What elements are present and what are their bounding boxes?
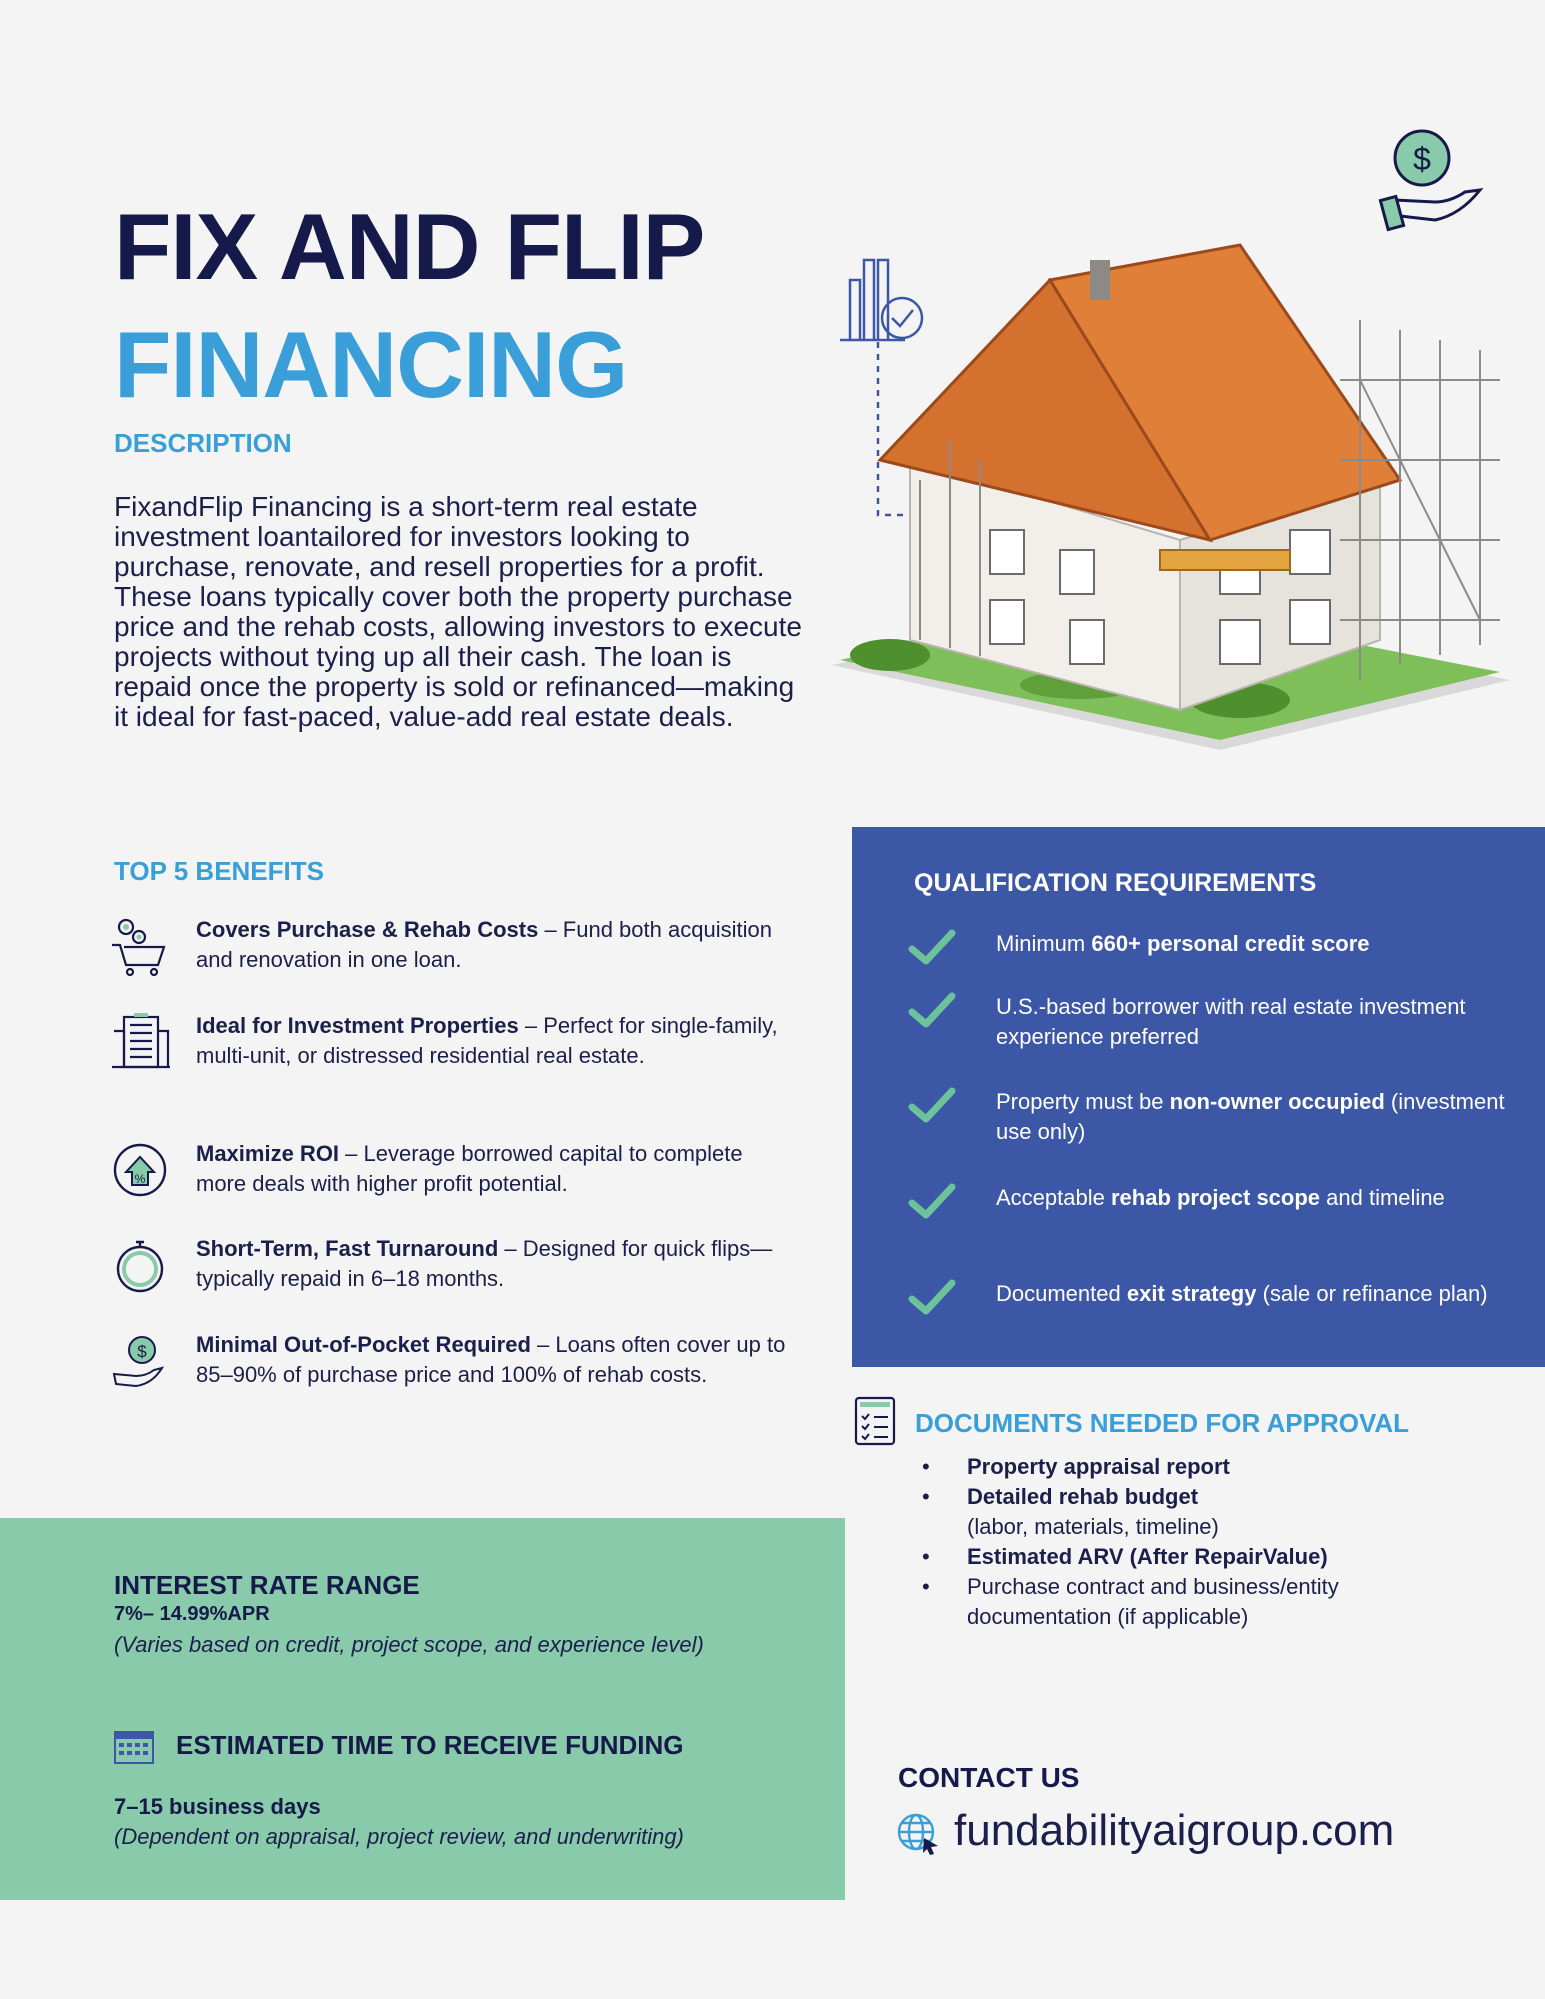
calendar-icon [114,1728,154,1764]
list-item: • Property appraisal report [922,1452,1482,1482]
qualification-item: Minimum 660+ personal credit score [908,929,1508,967]
description-label: DESCRIPTION [114,428,292,458]
funding-time-note: (Dependent on appraisal, project review, and underwriting) [114,1824,684,1849]
hand-dollar-icon [1380,131,1480,230]
interest-rate-note: (Varies based on credit, project scope, and experience level) [114,1632,704,1657]
qualification-panel [852,827,1545,1367]
funding-time-value: 7–15 business days [114,1794,321,1819]
check-icon [908,1085,956,1125]
page-title-line1: FIX AND FLIP [114,194,705,299]
list-item: • Purchase contract and business/entity documentation (if applicable) [922,1572,1482,1632]
rate-funding-panel [0,1518,845,1900]
benefit-item: Short-Term, Fast Turnaround – Designed for quick flips—typically repaid in 6–18 months. [110,1234,790,1296]
svg-text:$: $ [137,1342,147,1361]
qualification-item: U.S.-based borrower with real estate investment experience preferred [908,992,1508,1052]
qualification-item: Acceptable rehab project scope and timeline [908,1183,1508,1221]
cart-gears-icon [110,915,172,977]
check-icon [908,927,956,967]
svg-text:%: % [134,1172,146,1186]
benefit-item: Covers Purchase & Rehab Costs – Fund both acquisition and renovation in one loan. [110,915,790,977]
funding-time-title: ESTIMATED TIME TO RECEIVE FUNDING [176,1730,684,1760]
building-icon [110,1011,172,1073]
list-item: • Detailed rehab budget (labor, materials, timeline) [922,1482,1482,1542]
benefit-item: $ Minimal Out-of-Pocket Required – Loans often cover up to 85–90% of purchase price and 100% of rehab costs. [110,1330,790,1392]
benefits-label: TOP 5 BENEFITS [114,856,324,886]
benefit-item: Ideal for Investment Properties – Perfect for single-family, multi-unit, or distressed residential real estate. [110,1011,790,1073]
roi-house-icon [110,1139,172,1201]
hand-dollar-icon [110,1330,172,1392]
documents-list [922,1452,1482,1632]
contact-title: CONTACT US [898,1762,1080,1793]
benefit-item: % Maximize ROI – Leverage borrowed capital to complete more deals with higher profit potential. [110,1139,790,1201]
description-text: FixandFlip Financing is a short-term real estate investment loantailored for investors looking to purchase, renovate, and resell properties for a profit. These loans typically cover both the property purchase price and the rehab costs, allowing investors to execute projects without tying up all their cash. The loan is repaid once the property is sold or refinanced—making it ideal for fast-paced, value-add real estate deals. [114,491,802,732]
house-illustration [820,120,1520,770]
contact-link[interactable]: fundabilityaigroup.com [954,1806,1395,1855]
interest-rate-title: INTEREST RATE RANGE [114,1570,420,1600]
checklist-icon [854,1394,898,1446]
check-icon [908,990,956,1030]
interest-rate-value: 7%– 14.99%APR [114,1603,270,1625]
qualification-item: Documented exit strategy (sale or refinance plan) [908,1279,1508,1317]
globe-icon [896,1812,940,1856]
qualification-item: Property must be non-owner occupied (investment use only) [908,1087,1508,1147]
check-icon [908,1181,956,1221]
documents-title: DOCUMENTS NEEDED FOR APPROVAL [915,1408,1410,1438]
stopwatch-icon [110,1234,172,1296]
svg-text:$: $ [1413,141,1431,177]
list-item: • Estimated ARV (After RepairValue) [922,1542,1482,1572]
check-icon [908,1277,956,1317]
qualification-title: QUALIFICATION REQUIREMENTS [914,869,1317,897]
page-title-line2: FINANCING [114,312,628,417]
